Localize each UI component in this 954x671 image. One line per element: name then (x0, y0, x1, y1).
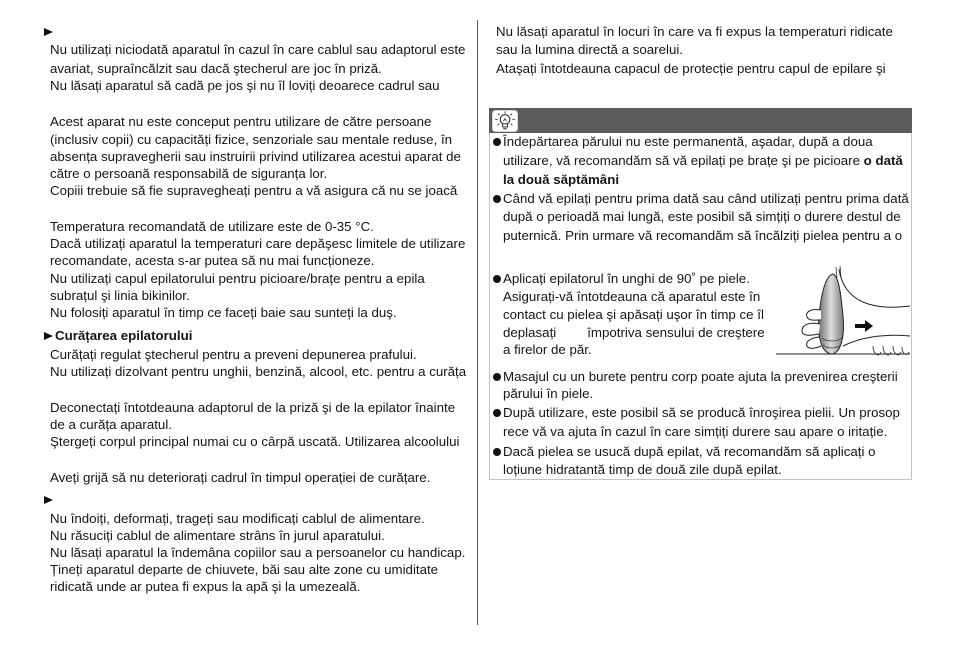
hand-outline (802, 309, 821, 348)
arrow-right-icon (855, 320, 873, 332)
text-span: deplasați (503, 325, 557, 340)
text-line: contact cu pielea şi apăsați uşor în timp ce îl (503, 307, 764, 322)
text-line: Aplicați epilatorul în unghi de 90˚ pe piele. (503, 271, 750, 286)
text-line: Aveți grijă să nu deteriorați cadrul în timpul operației de curățare. (50, 470, 431, 485)
text-line: Deconectați întotdeauna adaptorul de la priză şi de la epilator înainte (50, 400, 456, 415)
text-line: loțiune hidratantă timp de două zile după epilat. (503, 462, 782, 477)
text-line: sau la lumina directă a soarelui. (496, 42, 683, 57)
text-line: Țineți aparatul departe de chiuvete, băi sau alte zone cu umiditate (50, 562, 439, 577)
bullet-icon (493, 138, 501, 146)
epilator-on-skin-illustration (775, 266, 911, 362)
column-divider (477, 20, 478, 625)
text-line: Nu lăsați aparatul în locuri în care va fi expus la temperaturi ridicate (496, 24, 893, 39)
text-line: Ştergeți corpul principal numai cu o cârpă uscată. Utilizarea alcoolului (50, 434, 460, 449)
text-line: Ataşați întotdeauna capacul de protecție pentru capul de epilare şi (496, 61, 886, 76)
text-span: utilizare, vă recomandăm să vă epilați pe brațe şi pe picioare (503, 153, 860, 168)
text-line: părului în piele. (503, 386, 594, 401)
text-line: După utilizare, este posibil să se producă înroşirea pielii. Un prosop (503, 405, 900, 420)
emphasis-text: o dată (863, 153, 903, 168)
text-line: Nu utilizați capul epilatorului pentru picioare/brațe pentru a epila (50, 271, 425, 286)
text-line: de a curăța aparatul. (50, 417, 172, 432)
section-marker-icon (44, 496, 53, 504)
text-line: către o persoană responsabilă de siguranța lor. (50, 166, 328, 181)
text-line: avariat, supraîncălzit sau dacă ştecherul are joc în priză. (50, 61, 382, 76)
section-heading-cleaning: Curățarea epilatorului (55, 328, 193, 343)
bullet-icon (493, 373, 501, 381)
text-line (503, 324, 765, 342)
text-line: Copiii trebuie să fie supravegheați pentru a vă asigura că nu se joacă (50, 183, 458, 198)
section-marker-icon (44, 332, 53, 340)
text-line: Îndepărtarea părului nu este permanentă, aşadar, după a doua (503, 134, 873, 149)
text-line: recomandate, acesta s-ar putea să nu mai funcționeze. (50, 253, 375, 268)
text-line: absența supravegherii sau instruirii privind utilizarea acestui aparat de (50, 149, 461, 164)
text-line: Curățați regulat ştecherul pentru a preveni depunerea prafului. (50, 347, 417, 362)
bullet-icon (493, 448, 501, 456)
tips-header-bar (489, 108, 912, 133)
lightbulb-icon (492, 110, 518, 132)
text-line: rece vă va ajuta în cazul în care simțiți durere sau apare o iritație. (503, 424, 888, 439)
text-line: Temperatura recomandată de utilizare este de 0-35 °C. (50, 219, 374, 234)
text-line: puternică. Prin urmare vă recomandăm să încălziți pielea pentru a o (503, 228, 903, 243)
text-line: Masajul cu un burete pentru corp poate ajuta la prevenirea creşterii (503, 369, 898, 384)
text-line: (inclusiv copii) cu capacități fizice, senzoriale sau mentale reduse, în (50, 132, 453, 147)
text-line (503, 152, 903, 170)
bullet-icon (493, 409, 501, 417)
text-line: Asigurați-vă întotdeauna că aparatul este în (503, 289, 761, 304)
text-line: Nu lăsați aparatul la îndemâna copiilor sau a persoanelor cu handicap. (50, 545, 466, 560)
text-line: a firelor de păr. (503, 342, 592, 357)
text-line: Nu folosiți aparatul în timp ce faceți baie sau sunteți la duş. (50, 305, 397, 320)
text-span: împotriva sensului de creştere (587, 325, 765, 340)
emphasis-text: la două săptămâni (503, 172, 620, 187)
epilator-device (819, 274, 844, 354)
text-line: Dacă pielea se usucă după epilat, vă recomandăm să aplicați o (503, 444, 876, 459)
text-line: Când vă epilați pentru prima dată sau când utilizați pentru prima dată (503, 191, 909, 206)
text-line: Nu răsuciți cablul de alimentare strâns în jurul aparatului. (50, 528, 385, 543)
text-line: Nu utilizați dizolvant pentru unghii, benzină, alcool, etc. pentru a curăța (50, 364, 467, 379)
text-line: Nu utilizați niciodată aparatul în cazul în care cablul sau adaptorul este (50, 42, 466, 57)
text-line: Nu lăsați aparatul să cadă pe jos şi nu îl loviți deoarece cadrul sau (50, 78, 440, 93)
bullet-icon (493, 195, 501, 203)
text-line: Dacă utilizați aparatul la temperaturi care depăşesc limitele de utilizare (50, 236, 466, 251)
bullet-icon (493, 275, 501, 283)
text-line: ridicată unde ar putea fi expus la apă şi la umezeală. (50, 579, 361, 594)
text-line: după o perioadă mai lungă, este posibil să simțiți o durere destul de (503, 209, 901, 224)
text-line: subrațul şi linia bikinilor. (50, 288, 190, 303)
text-line: Acest aparat nu este conceput pentru utilizare de către persoane (50, 114, 432, 129)
text-line: Nu îndoiți, deformați, trageți sau modificați cablul de alimentare. (50, 511, 425, 526)
section-marker-icon (44, 28, 53, 36)
forearm-outline (843, 335, 910, 346)
forearm-outline (839, 269, 910, 307)
